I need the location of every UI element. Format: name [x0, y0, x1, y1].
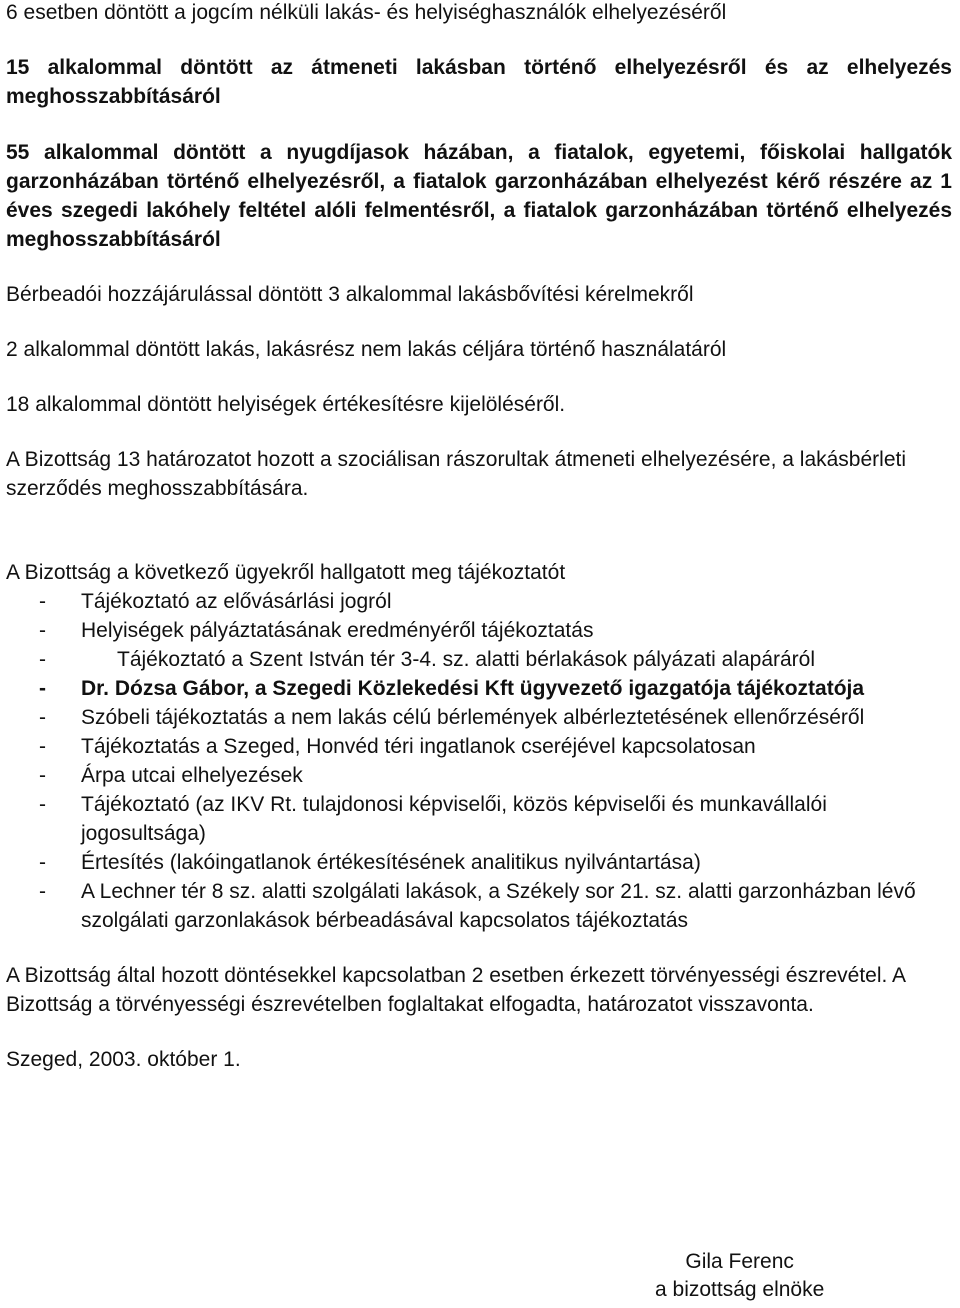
decision-resolutions-summary: A Bizottság 13 határozatot hozott a szociálisan rászorultak átmeneti elhelyezésére, a lakásbérleti szerződés meghosszabbítására. [6, 448, 906, 500]
info-item-text: Tájékoztató (az IKV Rt. tulajdonosi képviselői, közös képviselői és munkavállalói jogosultsága) [81, 793, 827, 845]
signatory-title: a bizottság elnöke [655, 1278, 825, 1301]
info-item-text: Értesítés (lakóingatlanok értékesítésének analitikus nyilvántartása) [81, 851, 701, 874]
info-heading: A Bizottság a következő ügyekről hallgatott meg tájékoztatót [6, 561, 566, 584]
list-dash: - [39, 735, 46, 758]
place-date: Szeged, 2003. október 1. [6, 1048, 241, 1071]
decision-homeless-occupants: 6 esetben döntött a jogcím nélküli lakás- és helyiséghasználók elhelyezéséről [6, 1, 727, 24]
decision-premises-sale: 18 alkalommal döntött helyiségek értékesítésre kijelöléséről. [6, 393, 566, 416]
list-dash: - [39, 764, 46, 787]
info-item [6, 790, 952, 848]
list-dash: - [39, 706, 46, 729]
info-item [6, 732, 952, 761]
info-item-text: Tájékoztató a Szent István tér 3-4. sz. alatti bérlakások pályázati alapáráról [117, 648, 816, 671]
signature-block [655, 1248, 824, 1304]
info-item [6, 848, 952, 877]
list-dash: - [39, 793, 46, 816]
decision-non-residential-use: 2 alkalommal döntött lakás, lakásrész nem lakás céljára történő használatáról [6, 338, 727, 361]
info-item [6, 674, 952, 703]
decision-temporary-housing: 15 alkalommal döntött az átmeneti lakásban történő elhelyezésről és az elhelyezés meghosszabbításáról [6, 56, 952, 108]
signatory-name: Gila Ferenc [685, 1250, 794, 1273]
info-item [6, 877, 952, 935]
list-dash: - [39, 677, 46, 700]
list-dash: - [39, 648, 46, 671]
list-dash: - [39, 590, 46, 613]
info-item [6, 645, 952, 674]
info-item [6, 703, 952, 732]
list-dash: - [39, 880, 46, 903]
info-item [6, 587, 952, 616]
info-item-text: Szóbeli tájékoztatás a nem lakás célú bérlemények albérleztetésének ellenőrzéséről [81, 706, 865, 729]
info-list [6, 587, 952, 935]
info-item-text: Dr. Dózsa Gábor, a Szegedi Közlekedési Kft ügyvezető igazgatója tájékoztatója [81, 677, 865, 700]
info-item-text: A Lechner tér 8 sz. alatti szolgálati lakások, a Székely sor 21. sz. alatti garzonházban lévő szolgálati garzonlakások bérbeadásával kapcsolatos tájékoztatás [81, 880, 916, 932]
info-item [6, 616, 952, 645]
decision-pensioners-youth-housing: 55 alkalommal döntött a nyugdíjasok házában, a fiatalok, egyetemi, főiskolai hallgatók garzonházában történő elhelyezésről, a fiatalok garzonházában elhelyezést kérő részére az 1 éves szegedi lakóhely feltétel alóli felmentésről, a fiatalok garzonházában történő elhelyezés meghosszabbításáról [6, 141, 952, 251]
info-item [6, 761, 952, 790]
list-dash: - [39, 851, 46, 874]
list-dash: - [39, 619, 46, 642]
info-item-text: Árpa utcai elhelyezések [81, 764, 303, 787]
decision-flat-extension: Bérbeadói hozzájárulással döntött 3 alkalommal lakásbővítési kérelmekről [6, 283, 694, 306]
info-item-text: Helyiségek pályáztatásának eredményéről tájékoztatás [81, 619, 594, 642]
info-item-text: Tájékoztatás a Szeged, Honvéd téri ingatlanok cseréjével kapcsolatosan [81, 735, 756, 758]
info-item-text: Tájékoztató az elővásárlási jogról [81, 590, 392, 613]
legality-remark: A Bizottság által hozott döntésekkel kapcsolatban 2 esetben érkezett törvényességi észrevétel. A Bizottság a törvényességi észrevételben foglaltakat elfogadta, határozatot visszavonta. [6, 964, 905, 1016]
